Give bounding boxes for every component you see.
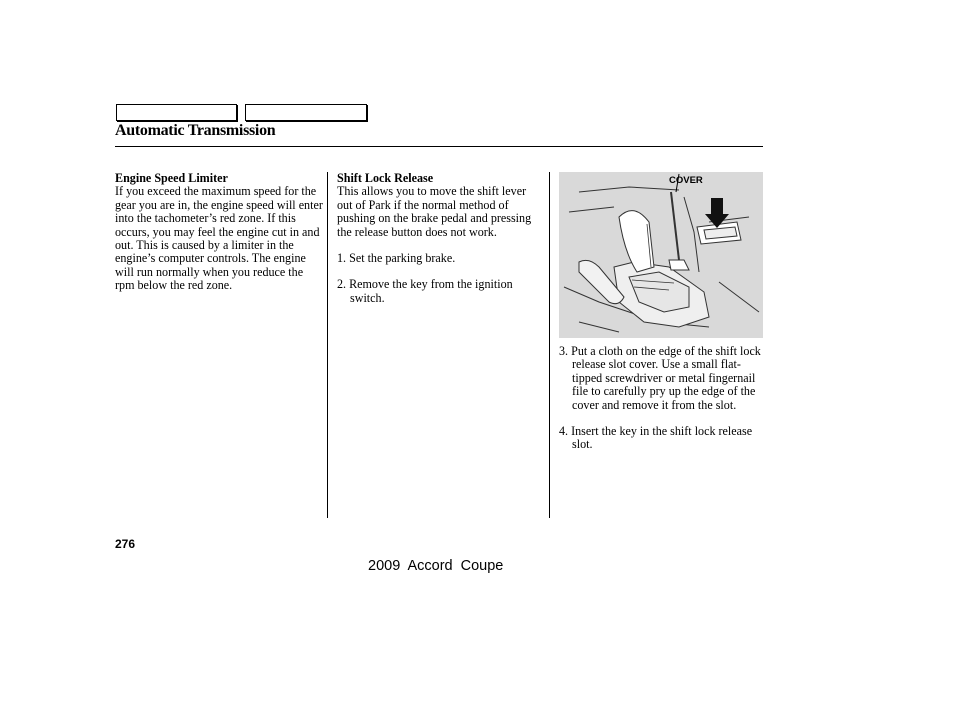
- left-column: [115, 172, 323, 293]
- column-divider-2: [549, 172, 550, 518]
- middle-column: [337, 172, 539, 305]
- figure-label-cover: COVER: [669, 175, 703, 186]
- section-heading: Shift Lock Release: [337, 171, 434, 185]
- section-body: This allows you to move the shift lever out of Park if the normal method of pushing on the brake pedal and pressing the release button does not work.: [337, 184, 532, 239]
- nav-tab-1[interactable]: [116, 104, 237, 121]
- nav-tab-2[interactable]: [245, 104, 367, 121]
- footer-model: 2009 Accord Coupe: [368, 558, 504, 574]
- right-column: [559, 332, 765, 452]
- header-rule: [115, 146, 763, 147]
- page-title: Automatic Transmission: [115, 122, 276, 139]
- step-4: 4. Insert the key in the shift lock release slot.: [559, 424, 753, 452]
- shift-lock-illustration: [559, 172, 763, 338]
- step-2: 2. Remove the key from the ignition switch.: [337, 277, 513, 305]
- page-number: 276: [115, 537, 136, 551]
- column-divider-1: [327, 172, 328, 518]
- section-body: If you exceed the maximum speed for the gear you are in, the engine speed will enter into the tachometer’s red zone. If this occurs, you may feel the engine cut in and out. This is caused by a limiter in the engine’s computer controls. The engine will run normally when you reduce the rpm below the red zone.: [115, 184, 323, 293]
- step-1: 1. Set the parking brake.: [337, 251, 456, 266]
- section-heading: Engine Speed Limiter: [115, 171, 228, 185]
- shift-lever-drawing: [559, 172, 763, 338]
- step-3: 3. Put a cloth on the edge of the shift lock release slot cover. Use a small flat-tipped screwdriver or metal fingernail file to carefully pry up the edge of the cover and remove it from the slot.: [559, 344, 761, 412]
